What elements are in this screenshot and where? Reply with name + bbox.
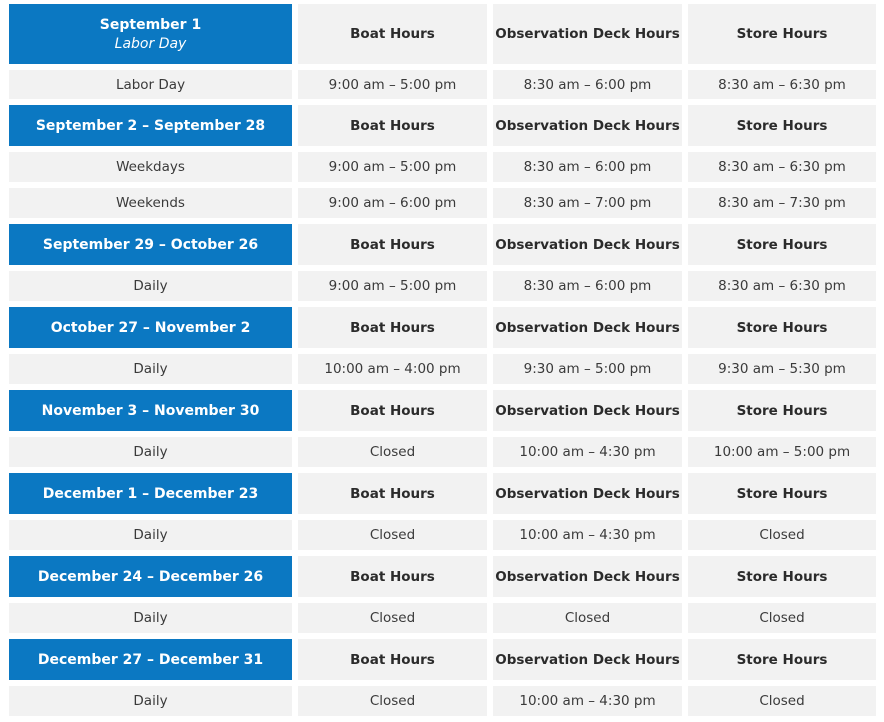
observation-deck-hours-value: 8:30 am – 6:00 pm [493,271,682,301]
boat-hours-value: 9:00 am – 6:00 pm [298,188,487,218]
store-hours-value: 8:30 am – 6:30 pm [688,152,876,182]
store-hours-value: 8:30 am – 6:30 pm [688,271,876,301]
store-hours-value: 8:30 am – 6:30 pm [688,70,876,99]
boat-hours-header: Boat Hours [298,224,487,265]
row-label: Daily [9,686,292,716]
store-hours-value: Closed [688,603,876,633]
observation-deck-hours-header: Observation Deck Hours [493,4,682,64]
boat-hours-value: 10:00 am – 4:00 pm [298,354,487,384]
boat-hours-header: Boat Hours [298,4,487,64]
observation-deck-hours-value: 8:30 am – 6:00 pm [493,152,682,182]
store-hours-value: 10:00 am – 5:00 pm [688,437,876,467]
boat-hours-value: Closed [298,437,487,467]
observation-deck-hours-value: 8:30 am – 6:00 pm [493,70,682,99]
store-hours-header: Store Hours [688,224,876,265]
boat-hours-value: 9:00 am – 5:00 pm [298,271,487,301]
date-range-header: December 1 – December 23 [9,473,292,514]
boat-hours-value: 9:00 am – 5:00 pm [298,152,487,182]
boat-hours-header: Boat Hours [298,390,487,431]
observation-deck-hours-header: Observation Deck Hours [493,224,682,265]
boat-hours-header: Boat Hours [298,307,487,348]
row-label: Labor Day [9,70,292,99]
boat-hours-value: Closed [298,603,487,633]
row-label: Daily [9,437,292,467]
observation-deck-hours-header: Observation Deck Hours [493,639,682,680]
store-hours-value: Closed [688,520,876,550]
boat-hours-value: Closed [298,686,487,716]
store-hours-header: Store Hours [688,473,876,514]
observation-deck-hours-value: 10:00 am – 4:30 pm [493,437,682,467]
store-hours-header: Store Hours [688,307,876,348]
boat-hours-header: Boat Hours [298,105,487,146]
store-hours-header: Store Hours [688,390,876,431]
store-hours-header: Store Hours [688,639,876,680]
observation-deck-hours-value: Closed [493,603,682,633]
row-label: Weekdays [9,152,292,182]
boat-hours-header: Boat Hours [298,639,487,680]
observation-deck-hours-header: Observation Deck Hours [493,556,682,597]
date-range-header: September 29 – October 26 [9,224,292,265]
boat-hours-value: 9:00 am – 5:00 pm [298,70,487,99]
observation-deck-hours-value: 10:00 am – 4:30 pm [493,520,682,550]
row-label: Daily [9,520,292,550]
boat-hours-header: Boat Hours [298,556,487,597]
date-range-header [9,4,292,64]
date-range-header: December 27 – December 31 [9,639,292,680]
observation-deck-hours-value: 8:30 am – 7:00 pm [493,188,682,218]
store-hours-header: Store Hours [688,105,876,146]
date-range-label: September 1 [99,16,202,33]
date-range-header: September 2 – September 28 [9,105,292,146]
observation-deck-hours-value: 9:30 am – 5:00 pm [493,354,682,384]
observation-deck-hours-header: Observation Deck Hours [493,105,682,146]
row-label: Daily [9,603,292,633]
store-hours-value: 9:30 am – 5:30 pm [688,354,876,384]
store-hours-value: 8:30 am – 7:30 pm [688,188,876,218]
date-range-sublabel: Labor Day [114,35,187,52]
observation-deck-hours-header: Observation Deck Hours [493,307,682,348]
row-label: Weekends [9,188,292,218]
date-range-header: December 24 – December 26 [9,556,292,597]
row-label: Daily [9,354,292,384]
boat-hours-header: Boat Hours [298,473,487,514]
store-hours-value: Closed [688,686,876,716]
observation-deck-hours-header: Observation Deck Hours [493,390,682,431]
observation-deck-hours-header: Observation Deck Hours [493,473,682,514]
boat-hours-value: Closed [298,520,487,550]
store-hours-header: Store Hours [688,4,876,64]
observation-deck-hours-value: 10:00 am – 4:30 pm [493,686,682,716]
store-hours-header: Store Hours [688,556,876,597]
date-range-header: October 27 – November 2 [9,307,292,348]
date-range-header: November 3 – November 30 [9,390,292,431]
row-label: Daily [9,271,292,301]
